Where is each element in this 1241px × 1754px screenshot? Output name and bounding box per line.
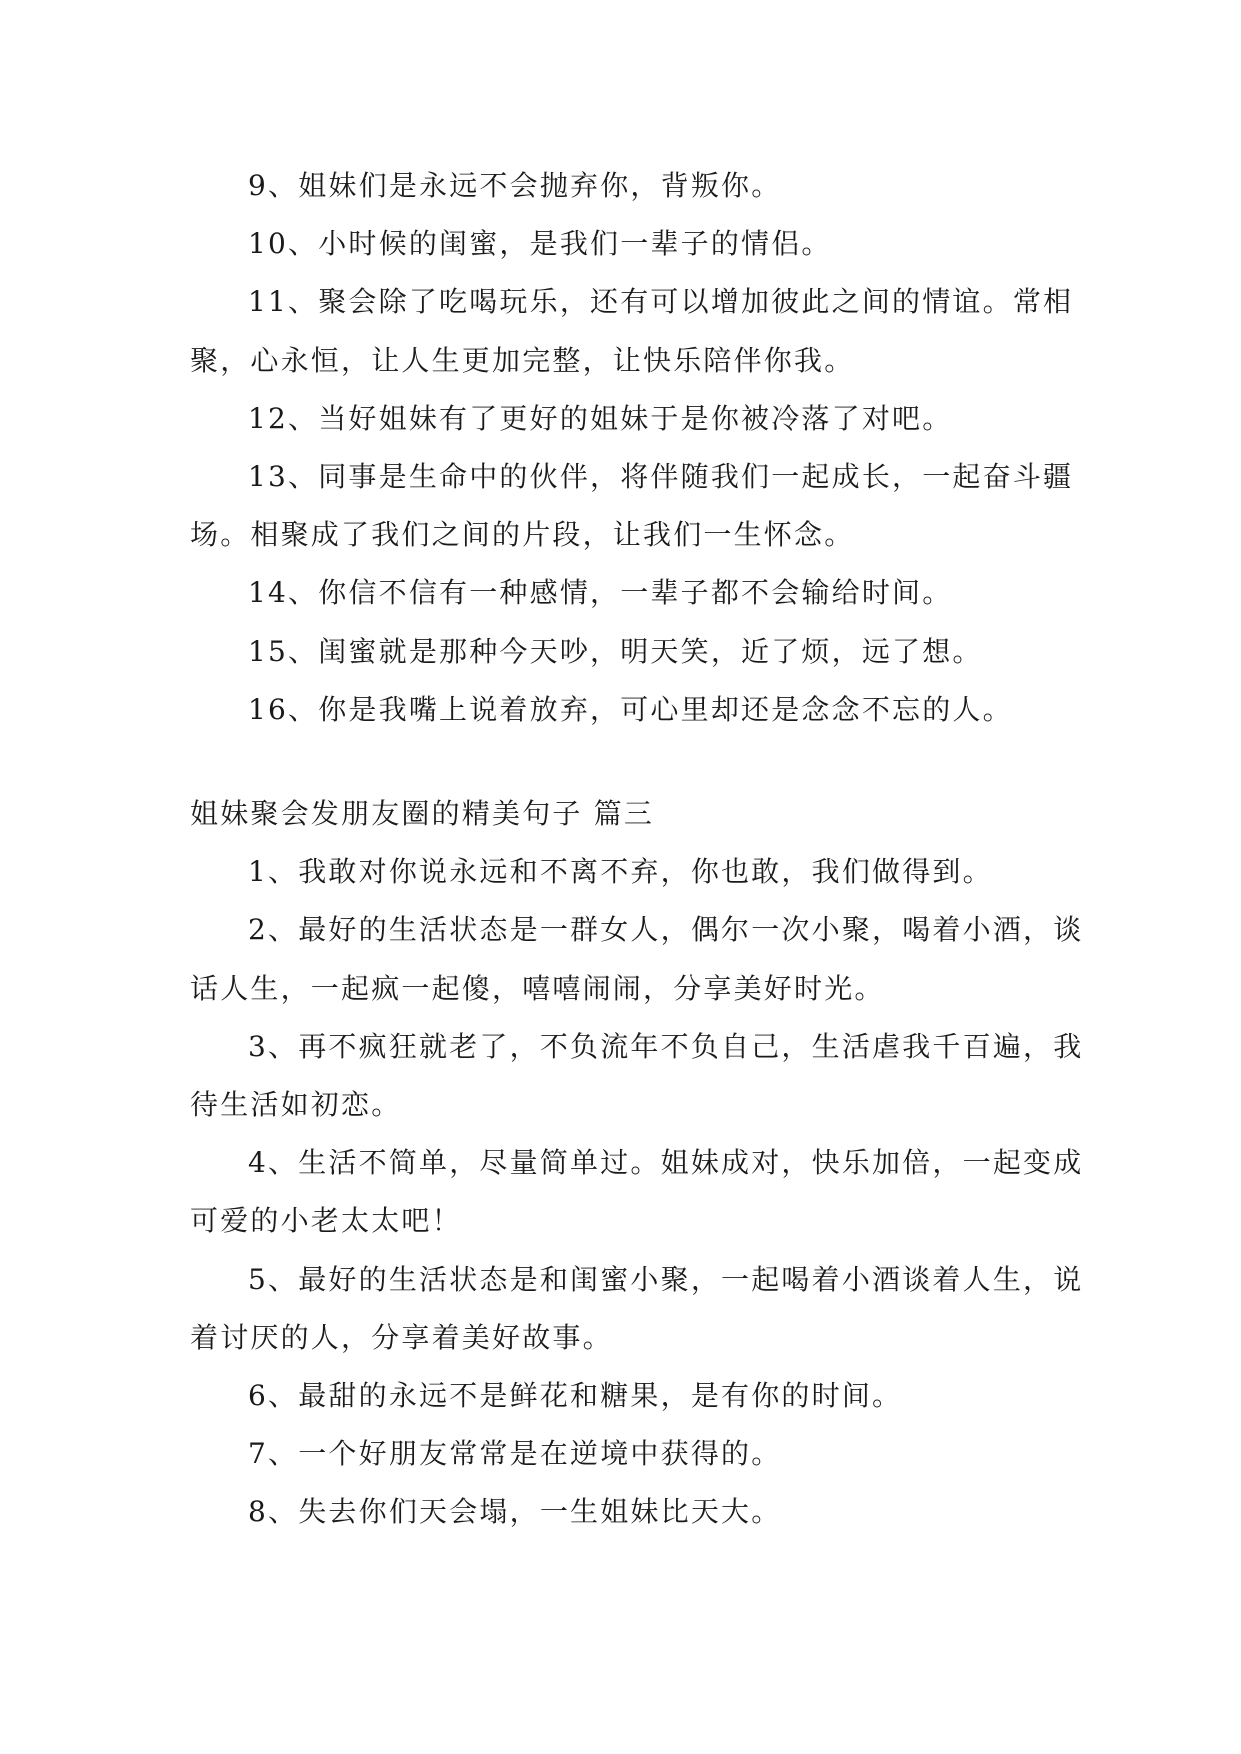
list-item: 10、小时候的闺蜜，是我们一辈子的情侣。 bbox=[248, 227, 832, 261]
list-item: 14、你信不信有一种感情，一辈子都不会输给时间。 bbox=[248, 576, 953, 610]
document-body bbox=[190, 157, 1090, 1542]
list-item: 8、失去你们天会塌，一生姐妹比天大。 bbox=[248, 1495, 782, 1529]
list-item: 7、一个好朋友常常是在逆境中获得的。 bbox=[248, 1437, 782, 1471]
list-item: 3、再不疯狂就老了，不负流年不负自己，生活虐我千百遍，我待生活如初恋。 bbox=[190, 1029, 1084, 1122]
list-item: 1、我敢对你说永远和不离不弃，你也敢，我们做得到。 bbox=[248, 855, 993, 889]
section-heading: 姐妹聚会发朋友圈的精美句子 篇三 bbox=[190, 797, 655, 831]
list-item: 4、生活不简单，尽量简单过。姐妹成对，快乐加倍，一起变成可爱的小老太太吧！ bbox=[190, 1146, 1084, 1238]
list-item: 5、最好的生活状态是和闺蜜小聚，一起喝着小酒谈着人生，说着讨厌的人，分享着美好故事。 bbox=[190, 1262, 1084, 1354]
list-item: 9、姐妹们是永远不会抛弃你，背叛你。 bbox=[248, 169, 782, 202]
list-item: 15、闺蜜就是那种今天吵，明天笑，近了烦，远了想。 bbox=[248, 634, 983, 668]
list-item: 12、当好姐妹有了更好的姐妹于是你被冷落了对吧。 bbox=[248, 401, 953, 435]
list-item: 2、最好的生活状态是一群女人，偶尔一次小聚，喝着小酒，谈话人生，一起疯一起傻，嘻嘻闹闹，分享美好时光。 bbox=[190, 913, 1084, 1005]
list-item: 13、同事是生命中的伙伴，将伴随我们一起成长，一起奋斗疆场。相聚成了我们之间的片段，让我们一生怀念。 bbox=[190, 460, 1074, 552]
list-item: 6、最甜的永远不是鲜花和糖果，是有你的时间。 bbox=[248, 1379, 903, 1413]
list-item: 16、你是我嘴上说着放弃，可心里却还是念念不忘的人。 bbox=[248, 692, 1013, 726]
list-item: 11、聚会除了吃喝玩乐，还有可以增加彼此之间的情谊。常相聚，心永恒，让人生更加完整，让快乐陪伴你我。 bbox=[190, 285, 1074, 377]
